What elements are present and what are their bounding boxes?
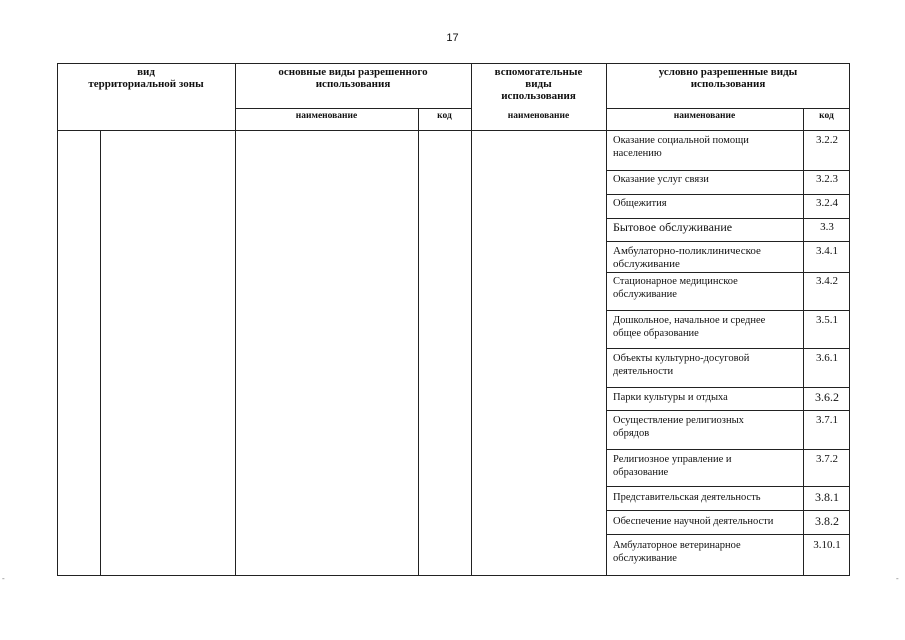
row-rule — [606, 310, 850, 311]
row-code: 3.4.2 — [816, 275, 838, 287]
header-aux-uses: вспомогательные виды использования — [494, 66, 583, 102]
scan-edge-mark: - — [896, 574, 899, 583]
scan-edge-mark: - — [2, 574, 5, 583]
row-name: Дошкольное, начальное и среднее общее образование — [613, 315, 766, 339]
row-name: Оказание услуг связи — [613, 174, 709, 185]
row-rule — [606, 410, 850, 411]
row-code: 3.7.1 — [816, 414, 838, 426]
column-rule — [418, 108, 419, 576]
row-code: 3.2.4 — [816, 197, 838, 209]
row-code: 3.8.2 — [815, 514, 839, 528]
header-zone-type: вид территориальной зоны — [88, 66, 204, 90]
row-name: Бытовое обслуживание — [613, 220, 733, 234]
row-name: Религиозное управление и образование — [613, 454, 732, 478]
header-main-uses: основные виды разрешенного использования — [278, 66, 428, 90]
header-rule — [606, 108, 850, 109]
subheader-cond-code: код — [819, 111, 834, 121]
subheader-aux-name: наименование — [507, 111, 570, 121]
row-name: Объекты культурно-досуговой деятельности — [613, 353, 750, 377]
row-rule — [606, 486, 850, 487]
subheader-cond-name: наименование — [673, 111, 736, 121]
column-rule — [471, 63, 472, 576]
header-rule — [57, 130, 850, 131]
row-name: Осуществление религиозных обрядов — [613, 415, 744, 439]
row-rule — [606, 218, 850, 219]
subheader-main-code: код — [437, 111, 452, 121]
row-code: 3.7.2 — [816, 453, 838, 465]
row-name: Стационарное медицинское обслуживание — [613, 276, 738, 300]
column-rule — [606, 63, 607, 576]
row-code: 3.3 — [820, 221, 834, 233]
row-code: 3.8.1 — [815, 490, 839, 504]
row-name: Амбулаторно-поликлиническое обслуживание — [613, 245, 761, 270]
row-code: 3.6.1 — [816, 352, 838, 364]
row-rule — [606, 272, 850, 273]
row-rule — [606, 241, 850, 242]
column-rule — [235, 63, 236, 576]
header-conditional-uses: условно разрешенные виды использования — [658, 66, 798, 90]
row-code: 3.6.2 — [815, 390, 839, 404]
subheader-main-name: наименование — [295, 111, 358, 121]
row-rule — [606, 510, 850, 511]
header-rule — [235, 108, 471, 109]
row-rule — [606, 348, 850, 349]
row-name: Представительская деятельность — [613, 492, 761, 503]
row-code: 3.10.1 — [813, 539, 841, 551]
column-rule — [100, 130, 101, 576]
row-name: Оказание социальной помощи населению — [613, 135, 749, 159]
row-rule — [606, 534, 850, 535]
row-code: 3.4.1 — [816, 245, 838, 257]
row-code: 3.2.2 — [816, 134, 838, 146]
row-rule — [606, 387, 850, 388]
row-name: Обеспечение научной деятельности — [613, 516, 774, 527]
row-rule — [606, 449, 850, 450]
row-name: Парки культуры и отдыха — [613, 392, 728, 403]
row-rule — [606, 170, 850, 171]
row-code: 3.2.3 — [816, 173, 838, 185]
row-rule — [606, 194, 850, 195]
page-number: 17 — [446, 32, 459, 44]
row-name: Амбулаторное ветеринарное обслуживание — [613, 540, 741, 564]
row-name: Общежития — [613, 198, 667, 209]
row-code: 3.5.1 — [816, 314, 838, 326]
